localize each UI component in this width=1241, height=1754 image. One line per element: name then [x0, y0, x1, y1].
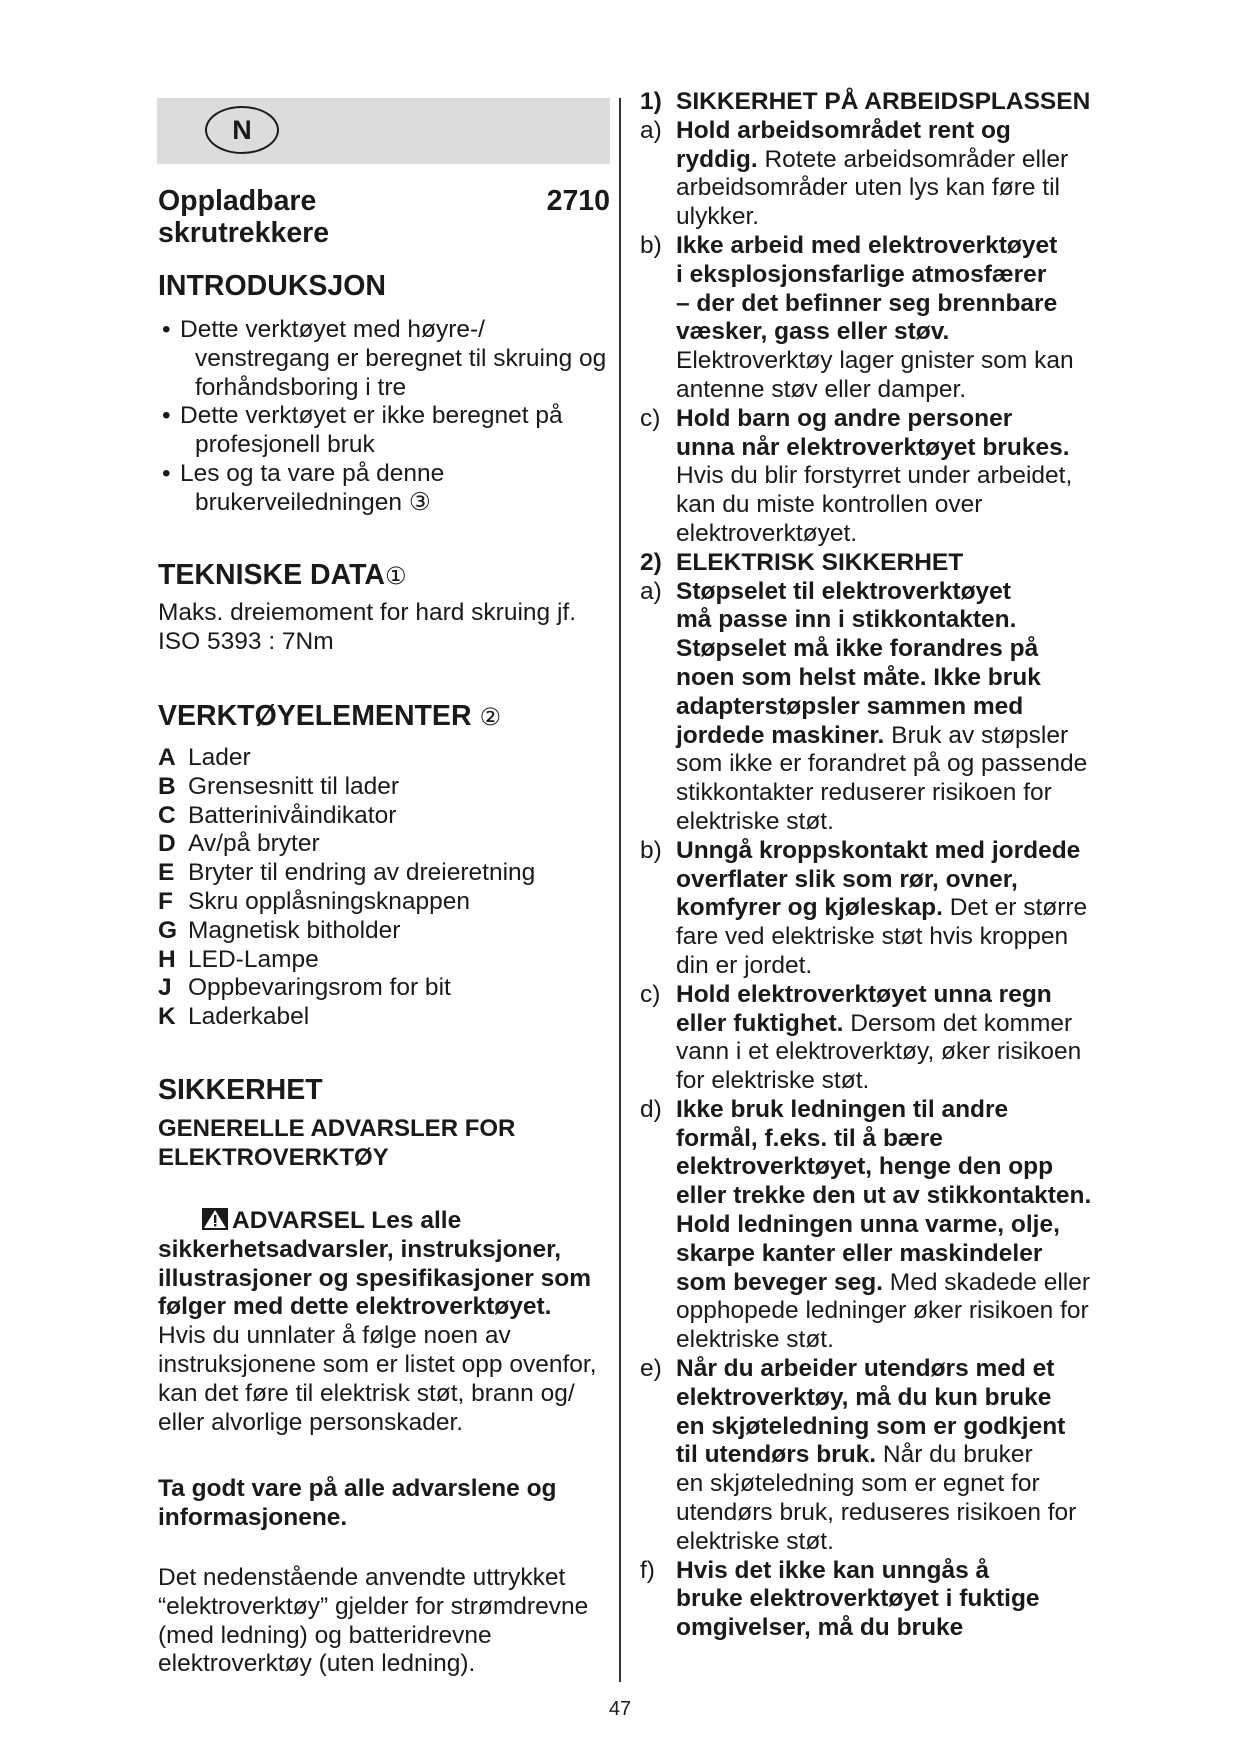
text-line: [676, 952, 1091, 981]
title-line-1: Oppladbare: [158, 185, 317, 217]
text-line: [676, 923, 1091, 952]
text-line: [676, 203, 1091, 232]
rule-label: d): [640, 1095, 662, 1123]
tech-data-heading: [158, 559, 406, 592]
figure-ref-1: ①: [384, 562, 407, 590]
bullet-continuation: brukerveiledningen ③: [195, 488, 431, 516]
normal-text: Hvis du unnlater å følge noen av: [158, 1322, 511, 1350]
element-key: G: [158, 916, 178, 944]
text-line: [676, 693, 1091, 722]
text-line: [676, 174, 1091, 203]
element-item: [158, 859, 535, 888]
text-line: [676, 347, 1091, 376]
bold-text: ryddig.: [676, 145, 758, 173]
bold-text: væsker, gass eller støv.: [676, 318, 950, 346]
safety-rule: [640, 981, 1091, 1096]
bullet-first-line: Les og ta vare på denne: [180, 459, 445, 487]
elements-list: [158, 744, 535, 1032]
safety-rules-column: [640, 88, 1091, 1643]
text-line: [676, 462, 1091, 491]
bold-text: Ikke arbeid med elektroverktøyet: [676, 231, 1058, 259]
rule-label: e): [640, 1355, 662, 1383]
warning-triangle-icon: [202, 1208, 228, 1230]
text-line: [676, 1240, 1091, 1269]
keep-line: informasjonene.: [158, 1503, 348, 1531]
safety-rule: [640, 1557, 1091, 1643]
safety-subheading: [158, 1115, 515, 1173]
text-line: [676, 1326, 1091, 1355]
warning-title: ADVARSEL Les alle: [232, 1207, 462, 1234]
elements-heading-text: VERKTØYELEMENTER: [158, 700, 472, 732]
text-line: [676, 1125, 1091, 1154]
bold-text: Ikke bruk ledningen til andre: [676, 1095, 1009, 1123]
bold-text: i eksplosjonsfarlige atmosfærer: [676, 260, 1047, 288]
text-line: [676, 635, 1091, 664]
bold-text: Hvis det ikke kan unngås å: [676, 1556, 990, 1584]
normal-text: Bruk av støpsler: [884, 721, 1069, 749]
element-item: [158, 917, 535, 946]
bold-text: en skjøteledning som er godkjent: [676, 1412, 1066, 1440]
text-line: [676, 1585, 1091, 1614]
rule-label: a): [640, 116, 662, 144]
normal-text: Rotete arbeidsområder eller: [757, 145, 1069, 173]
definition-line: (med ledning) og batteridrevne: [158, 1621, 492, 1649]
bold-text: eller trekke den ut av stikkontakten.: [676, 1182, 1092, 1210]
bold-text: Hold ledningen unna varme, olje,: [676, 1211, 1060, 1239]
bullet-dot-icon: •: [162, 316, 171, 343]
bold-text: eller fuktighet.: [676, 1009, 844, 1037]
normal-text: Med skadede eller: [882, 1268, 1090, 1296]
bold-text: SIKKERHET PÅ ARBEIDSPLASSEN: [676, 88, 1091, 115]
bullet-item: [158, 460, 606, 518]
text-line: [158, 1380, 597, 1409]
element-label: Lader: [188, 744, 251, 771]
normal-text: antenne støv eller damper.: [676, 375, 967, 403]
bold-text: skarpe kanter eller maskindeler: [676, 1239, 1043, 1267]
normal-text: fare ved elektriske støt hvis kroppen: [676, 923, 1069, 951]
text-line: [676, 866, 1091, 895]
normal-text: for elektriske støt.: [676, 1067, 870, 1095]
text-line: [676, 779, 1091, 808]
text-line: [676, 434, 1091, 463]
text-line: [676, 1067, 1091, 1096]
definition-line: elektroverktøy (uten ledning).: [158, 1650, 476, 1678]
element-item: [158, 744, 535, 773]
product-title: [158, 185, 610, 249]
text-line: [676, 1182, 1091, 1211]
text-line: [676, 405, 1091, 434]
element-key: D: [158, 830, 176, 858]
text-line: [676, 1470, 1091, 1499]
element-label: Grensesnitt til lader: [188, 772, 400, 800]
text-line: [676, 549, 1091, 578]
text-line: [676, 232, 1091, 261]
text-line: [676, 1297, 1091, 1326]
language-header-band: [157, 98, 610, 164]
normal-text: kan det føre til elektrisk støt, brann og/: [158, 1379, 575, 1407]
normal-text: kan du miste kontrollen over: [676, 491, 983, 519]
column-divider: [619, 98, 621, 1682]
element-key: J: [158, 974, 172, 1002]
text-line: [676, 491, 1091, 520]
normal-text: Det er større: [942, 894, 1088, 922]
text-line: [676, 376, 1091, 405]
rule-label: b): [640, 231, 662, 259]
element-label: Magnetisk bitholder: [188, 916, 401, 944]
rule-label: c): [640, 404, 661, 432]
text-line: [676, 664, 1091, 693]
text-line: [676, 894, 1091, 923]
figure-ref-2: ②: [479, 703, 501, 731]
bold-text: Unngå kroppskontakt med jordede: [676, 836, 1081, 864]
bold-text: adapterstøpsler sammen med: [676, 692, 1024, 720]
text-line: [676, 1269, 1091, 1298]
bullet-item: [158, 402, 606, 460]
text-line: [676, 261, 1091, 290]
element-key: K: [158, 1003, 176, 1031]
bullet-continuation: profesjonell bruk: [195, 431, 375, 459]
text-line: [676, 837, 1091, 866]
bold-text: illustrasjoner og spesifikasjoner som: [158, 1264, 591, 1292]
normal-text: elektriske støt.: [676, 807, 834, 835]
keep-line: Ta godt vare på alle advarslene og: [158, 1475, 557, 1502]
bold-text: omgivelser, må du bruke: [676, 1614, 964, 1642]
safety-heading: SIKKERHET: [158, 1074, 323, 1106]
tech-line: ISO 5393 : 7Nm: [158, 627, 334, 655]
bold-text: unna når elektroverktøyet brukes.: [676, 433, 1070, 461]
element-key: F: [158, 887, 173, 915]
tech-data-text: [158, 599, 576, 657]
safety-rule: [640, 837, 1091, 981]
safety-rule: [640, 1096, 1091, 1355]
text-line: [676, 1413, 1091, 1442]
bullet-first-line: Dette verktøyet med høyre-/: [180, 316, 485, 343]
element-label: Oppbevaringsrom for bit: [188, 974, 451, 1002]
element-key: E: [158, 859, 175, 887]
text-line: [676, 1096, 1091, 1125]
text-line: [158, 1293, 597, 1322]
text-line: [676, 1528, 1091, 1557]
text-line: [676, 722, 1091, 751]
text-line: [676, 981, 1091, 1010]
normal-text: Dersom det kommer: [843, 1009, 1073, 1037]
bold-text: må passe inn i stikkontakten.: [676, 606, 1017, 634]
element-key: H: [158, 945, 176, 973]
safety-rule: [640, 232, 1091, 405]
normal-text: eller alvorlige personskader.: [158, 1408, 464, 1436]
element-label: Bryter til endring av dreieretning: [188, 859, 536, 887]
normal-text: elektriske støt.: [676, 1326, 834, 1354]
text-line: [158, 1409, 597, 1438]
element-item: [158, 974, 535, 1003]
normal-text: elektriske støt.: [676, 1527, 834, 1555]
text-line: [158, 1322, 597, 1351]
bullet-dot-icon: •: [162, 459, 171, 487]
element-label: LED-Lampe: [188, 945, 319, 973]
text-line: [676, 1211, 1091, 1240]
text-line: [676, 1153, 1091, 1182]
text-line: [158, 1351, 597, 1380]
rule-label: b): [640, 836, 662, 864]
text-line: [676, 520, 1091, 549]
normal-text: Elektroverktøy lager gnister som kan: [676, 347, 1074, 375]
element-item: [158, 830, 535, 859]
bold-text: Hold arbeidsområdet rent og: [676, 116, 1011, 144]
bold-text: elektroverktøyet, henge den opp: [676, 1153, 1054, 1181]
bold-text: ELEKTRISK SIKKERHET: [676, 548, 964, 576]
text-line: [676, 290, 1091, 319]
element-item: [158, 888, 535, 917]
bullet-item: [158, 316, 606, 402]
section-heading: [640, 549, 1091, 578]
safety-rule: [640, 405, 1091, 549]
text-line: [676, 318, 1091, 347]
element-label: Batterinivåindikator: [188, 801, 397, 829]
text-line: [676, 606, 1091, 635]
bold-text: Hold elektroverktøyet unna regn: [676, 980, 1052, 1008]
bold-text: Støpselet må ikke forandres på: [676, 635, 1039, 663]
text-line: [676, 1557, 1091, 1586]
normal-text: din er jordet.: [676, 951, 813, 979]
element-item: [158, 946, 535, 975]
definition-line: Det nedenstående anvendte uttrykket: [158, 1564, 566, 1591]
safety-rule: [640, 1355, 1091, 1557]
rule-label: c): [640, 980, 661, 1008]
section-heading: [640, 88, 1091, 117]
rule-label: 1): [640, 88, 662, 115]
element-key: C: [158, 801, 176, 829]
bold-text: som beveger seg.: [676, 1268, 883, 1296]
text-line: [676, 1384, 1091, 1413]
text-line: [676, 88, 1091, 117]
bold-text: sikkerhetsadvarsler, instruksjoner,: [158, 1235, 562, 1263]
subheading-line: GENERELLE ADVARSLER FOR: [158, 1115, 516, 1142]
bold-text: noen som helst måte. Ikke bruk: [676, 663, 1041, 691]
normal-text: som ikke er forandret på og passende: [676, 750, 1088, 778]
title-line-2: skrutrekkere: [158, 217, 330, 249]
normal-text: utendørs bruk, reduseres risikoen for: [676, 1499, 1077, 1527]
bold-text: bruke elektroverktøyet i fuktige: [676, 1585, 1040, 1613]
language-badge: N: [205, 106, 279, 154]
text-line: [676, 1499, 1091, 1528]
bullet-dot-icon: •: [162, 402, 171, 430]
warning-block: [158, 1207, 597, 1437]
rule-label: 2): [640, 548, 662, 576]
rule-label: f): [640, 1556, 655, 1584]
rule-label: a): [640, 577, 662, 605]
text-line: [676, 1614, 1091, 1643]
normal-text: Når du bruker: [876, 1441, 1033, 1469]
subheading-line: ELEKTROVERKTØY: [158, 1143, 389, 1171]
bold-text: – der det befinner seg brennbare: [676, 289, 1058, 317]
bold-text: elektroverktøy, må du kun bruke: [676, 1383, 1052, 1411]
element-item: [158, 773, 535, 802]
bold-text: jordede maskiner.: [676, 721, 885, 749]
text-line: [158, 1265, 597, 1294]
bold-text: Hold barn og andre personer: [676, 404, 1013, 432]
bullet-first-line: Dette verktøyet er ikke beregnet på: [180, 402, 563, 430]
definition-line: “elektroverktøy” gjelder for strømdrevne: [158, 1592, 589, 1620]
normal-text: instruksjonene som er listet opp ovenfor,: [158, 1350, 597, 1378]
text-line: [676, 1010, 1091, 1039]
element-label: Laderkabel: [188, 1003, 310, 1031]
bold-text: Når du arbeider utendørs med et: [676, 1355, 1055, 1383]
text-line: [676, 117, 1091, 146]
text-line: [676, 1441, 1091, 1470]
text-line: [676, 578, 1091, 607]
bold-text: komfyrer og kjøleskap.: [676, 894, 943, 922]
bold-text: følger med dette elektroverktøyet.: [158, 1293, 552, 1321]
bullet-continuation: forhåndsboring i tre: [195, 373, 407, 401]
keep-instructions: [158, 1475, 557, 1533]
element-item: [158, 1003, 535, 1032]
intro-heading: INTRODUKSJON: [158, 270, 387, 302]
normal-text: elektroverktøyet.: [676, 519, 858, 547]
normal-text: en skjøteledning som er egnet for: [676, 1470, 1040, 1498]
definition-paragraph: [158, 1564, 588, 1679]
text-line: [676, 750, 1091, 779]
normal-text: arbeidsområder uten lys kan føre til: [676, 174, 1060, 202]
text-line: [676, 1038, 1091, 1067]
element-key: B: [158, 772, 176, 800]
bullet-continuation: venstregang er beregnet til skruing og: [195, 344, 607, 372]
bold-text: formål, f.eks. til å bære: [676, 1124, 943, 1152]
text-line: [676, 1355, 1091, 1384]
normal-text: opphopede ledninger øker risikoen for: [676, 1297, 1089, 1325]
tech-data-heading-text: TEKNISKE DATA: [158, 559, 385, 591]
element-label: Skru opplåsningsknappen: [188, 887, 470, 915]
text-line: [158, 1236, 597, 1265]
intro-bullet-list: [158, 316, 606, 518]
normal-text: ulykker.: [676, 203, 760, 231]
bold-text: Støpselet til elektroverktøyet: [676, 577, 1011, 605]
tech-line: Maks. dreiemoment for hard skruing jf.: [158, 599, 577, 626]
element-label: Av/på bryter: [188, 830, 320, 858]
normal-text: vann i et elektroverktøy, øker risikoen: [676, 1038, 1082, 1066]
model-number: 2710: [546, 185, 610, 217]
safety-rule: [640, 578, 1091, 837]
element-key: A: [158, 744, 176, 771]
element-item: [158, 802, 535, 831]
page-number: 47: [608, 1698, 632, 1720]
normal-text: Hvis du blir forstyrret under arbeidet,: [676, 462, 1073, 490]
elements-heading: [158, 700, 501, 733]
bold-text: til utendørs bruk.: [676, 1441, 877, 1469]
normal-text: stikkontakter reduserer risikoen for: [676, 779, 1052, 807]
text-line: [676, 808, 1091, 837]
safety-rule: [640, 117, 1091, 232]
bold-text: overflater slik som rør, ovner,: [676, 865, 1018, 893]
text-line: [676, 146, 1091, 175]
